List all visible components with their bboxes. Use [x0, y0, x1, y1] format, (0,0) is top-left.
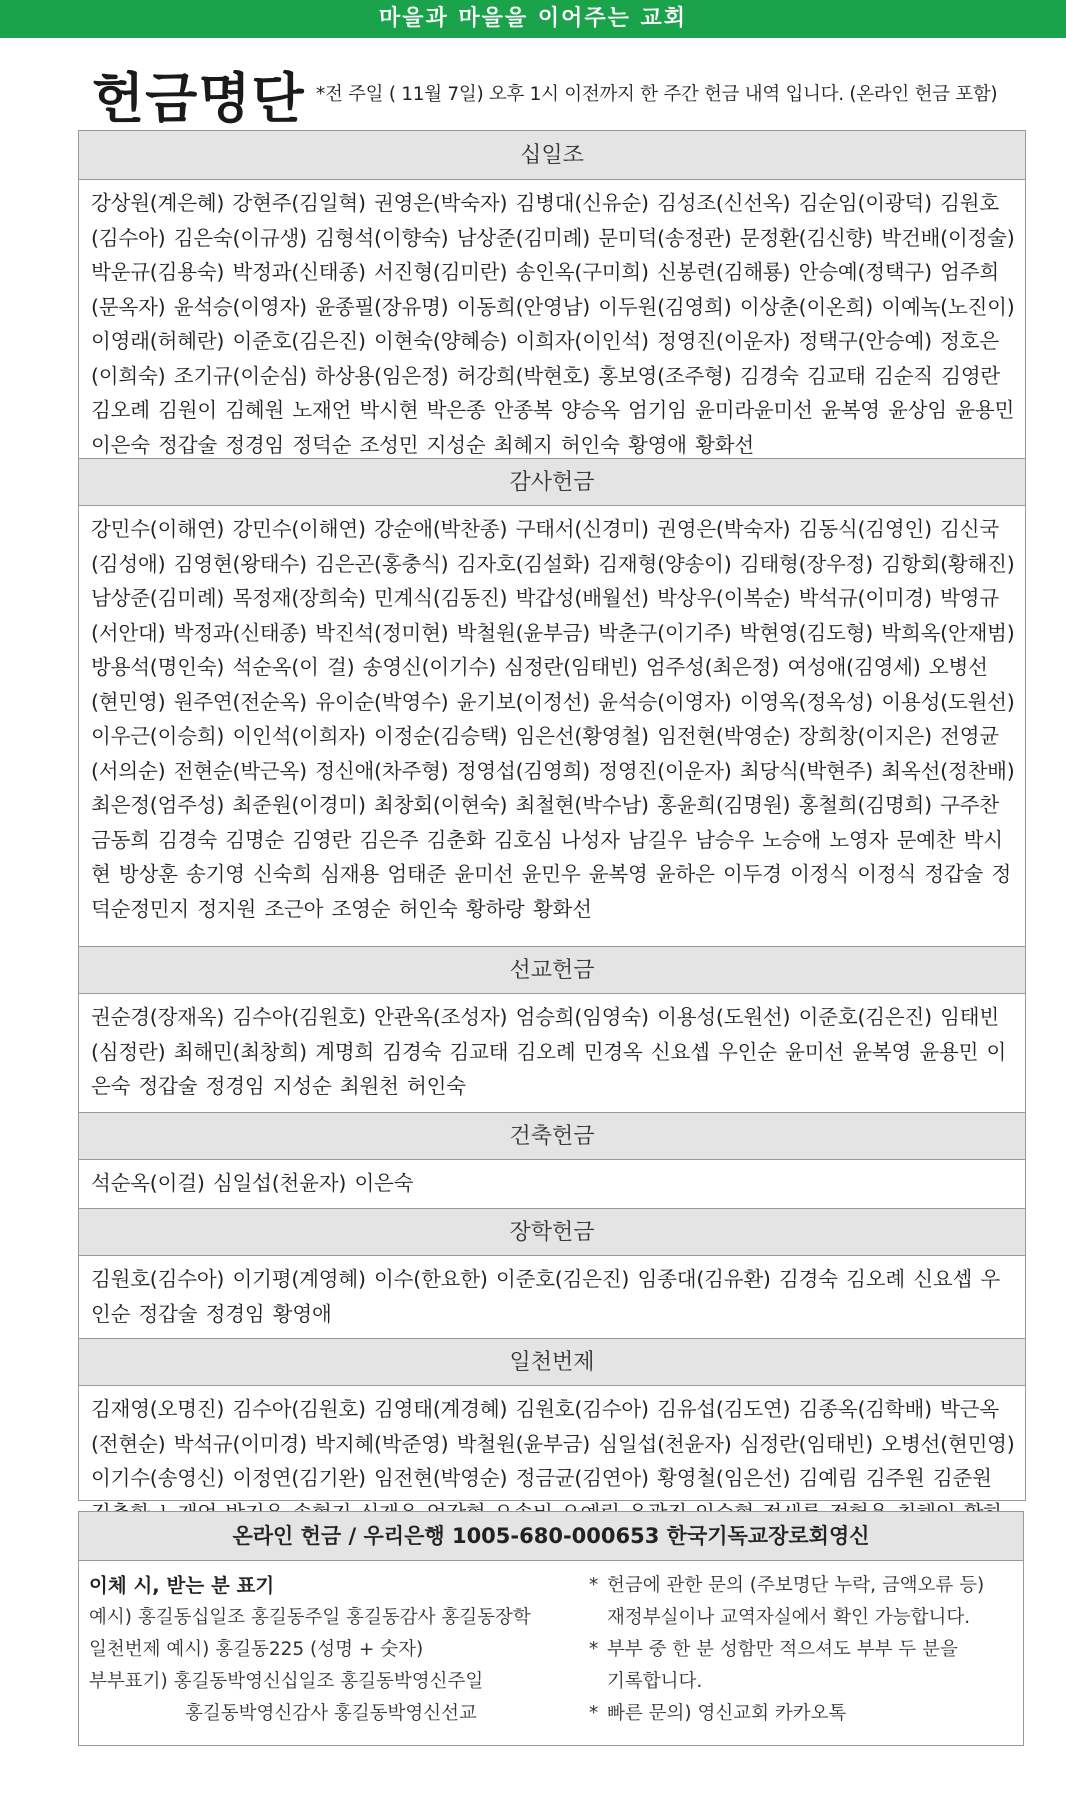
top-banner: 마을과 마을을 이어주는 교회 — [0, 0, 1066, 38]
transfer-header: 이체 시, 받는 분 표기 — [89, 1574, 275, 1597]
section-names-thanks: 강민수(이해연) 강민수(이해연) 강순애(박찬종) 구태서(신경미) 권영은(박숙자) 김동식(김영인) 김신국(김성애) 김영현(왕태수) 김은곤(홍충식) 김자호(김설화) 김재형(양송이) 김태형(장우정) 김항회(황해진) 남상준(김미례) 목정재(장희숙) 민계식(김동진) 박갑성(배월선) 박상우(이복순) 박석규(이미경) 박영규(서안대) 박정과(신태종) 박진석(정미현) 박철원(윤부금) 박춘구(이기주) 박현영(김도형) 박희옥(안재범) 방용석(명인숙) 석순옥(이 걸) 송영신(이기수) 심정란(임태빈) 엄주성(최은정) 여성애(김영세) 오병선(현민영) 원주연(전순옥) 유이순(박영수) 윤기보(이정선) 윤석승(이영자) 이영옥(정옥성) 이용성(도원선) 이우근(이승희) 이인석(이희자) 이정순(김승택) 임은선(황영철) 임전현(박영순) 장희창(이지은) 전영균(서의순) 전현순(박근옥) 정신애(차주형) 정영섭(김영희) 정영진(이운자) 최당식(박현주) 최옥선(정찬배) 최은정(엄주성) 최준원(이경미) 최창회(이현숙) 최철현(박수남) 홍윤희(김명원) 홍철희(김명희) 구주찬 금동희 김경숙 김명순 김영란 김은주 김춘화 김호심 나성자 남길우 남승우 노승애 노영자 문예찬 박시현 방상훈 송기영 신숙희 심재용 엄태준 윤미선 윤민우 윤복영 윤하은 이두경 이정식 이정식 정갑술 정덕순정민지 정지원 조근아 조영순 허인숙 황하랑 황화선 — [91, 517, 1015, 921]
section-header-tithe: 십일조 — [79, 131, 1025, 180]
section-header-thousand: 일천번제 — [79, 1338, 1025, 1386]
transfer-line: 홍길동박영신감사 홍길동박영신선교 — [185, 1703, 477, 1724]
online-offering-box — [78, 1511, 1024, 1746]
note-line: 헌금에 관한 문의 (주보명단 누락, 금액오류 등) — [607, 1575, 985, 1596]
section-header-mission: 선교헌금 — [79, 946, 1025, 994]
section-names-tithe: 강상원(계은혜) 강현주(김일혁) 권영은(박숙자) 김병대(신유순) 김성조(신선옥) 김순임(이광덕) 김원호(김수아) 김은숙(이규생) 김형석(이향숙) 남상준(김미례) 문미덕(송정관) 문정환(김신향) 박건배(이정술) 박운규(김용숙) 박정과(신태종) 서진형(김미란) 송인옥(구미희) 신봉련(김해룡) 안승예(정택구) 엄주희(문옥자) 윤석승(이영자) 윤종필(장유명) 이동희(안영남) 이두원(김영희) 이상춘(이온희) 이예녹(노진이) 이영래(허혜란) 이준호(김은진) 이현숙(양혜승) 이희자(이인석) 정영진(이운자) 정택구(안승예) 정호은(이희숙) 조기규(이순심) 하상용(임은정) 허강희(박현호) 홍보영(조주형) 김경숙 김교태 김순직 김영란 김오례 김원이 김혜원 노재언 박시현 박은종 안종복 양승옥 엄기임 윤미라윤미선 윤복영 윤상임 윤용민 이은숙 정갑술 정경임 정덕순 조성민 지성순 최혜지 허인숙 황영애 황화선 — [91, 191, 1015, 457]
note-line: 빠른 문의) 영신교회 카카오톡 — [607, 1703, 847, 1724]
section-header-scholarship: 장학헌금 — [79, 1208, 1025, 1256]
section-names-thousand: 김재영(오명진) 김수아(김원호) 김영태(계경혜) 김원호(김수아) 김유섭(김도연) 김종옥(김학배) 박근옥(전현순) 박석규(이미경) 박지혜(박준영) 박철원(윤부금) 심일섭(천윤자) 심정란(임태빈) 오병선(현민영) 이기수(송영신) 이정연(김기완) 임전현(박영순) 정금균(김연아) 황영철(임은선) 김예림 김주원 김준원 — [91, 1397, 1015, 1490]
offering-list-box — [78, 130, 1026, 1501]
section-names-building: 석순옥(이걸) 심일섭(천윤자) 이은숙 — [91, 1171, 414, 1195]
note-line: 재정부실이나 교역자실에서 확인 가능합니다. — [607, 1607, 971, 1628]
section-header-thanks: 감사헌금 — [79, 458, 1025, 506]
note-item — [589, 1698, 984, 1730]
note-line: 부부 중 한 분 성함만 적으셔도 부부 두 분을 — [607, 1639, 958, 1660]
section-names-mission: 권순경(장재옥) 김수아(김원호) 안관옥(조성자) 엄승희(임영숙) 이용성(도원선) 이준호(김은진) 임태빈(심정란) 최해민(최창희) 계명희 김경숙 김교태 김오례 민경옥 신요셉 우인순 윤미선 윤복영 윤용민 이은숙 정갑술 정경임 지성순 최원천 허인숙 — [91, 1005, 1007, 1098]
transfer-instructions — [89, 1570, 531, 1730]
page-title: 헌금명단 — [92, 67, 305, 130]
note-item — [589, 1570, 984, 1634]
section-names-scholarship: 김원호(김수아) 이기평(계영혜) 이수(한요한) 이준호(김은진) 임종대(김유환) 김경숙 김오례 신요셉 우인순 정갑술 정경임 황영애 — [91, 1267, 1001, 1326]
transfer-line: 부부표기) 홍길동박영신십일조 홍길동박영신주일 — [89, 1671, 484, 1692]
transfer-line: 예시) 홍길동십일조 홍길동주일 홍길동감사 홍길동장학 — [89, 1607, 531, 1628]
transfer-line: 일천번제 예시) 홍길동225 (성명 + 숫자) — [89, 1639, 424, 1660]
period-note: *전 주일 ( 11월 7일) 오후 1시 이전까지 한 주간 헌금 내역 입니다. (온라인 헌금 포함) — [316, 84, 998, 105]
note-line: 기록합니다. — [607, 1671, 703, 1692]
asterisk-mark: * — [589, 1639, 599, 1660]
note-item — [589, 1634, 984, 1698]
asterisk-mark: * — [589, 1575, 599, 1596]
asterisk-mark: * — [589, 1703, 599, 1724]
section-header-building: 건축헌금 — [79, 1112, 1025, 1160]
inquiry-notes — [589, 1570, 984, 1730]
bank-account-info: 온라인 헌금 / 우리은행 1005-680-000653 한국기독교장로회영신 — [79, 1512, 1023, 1561]
